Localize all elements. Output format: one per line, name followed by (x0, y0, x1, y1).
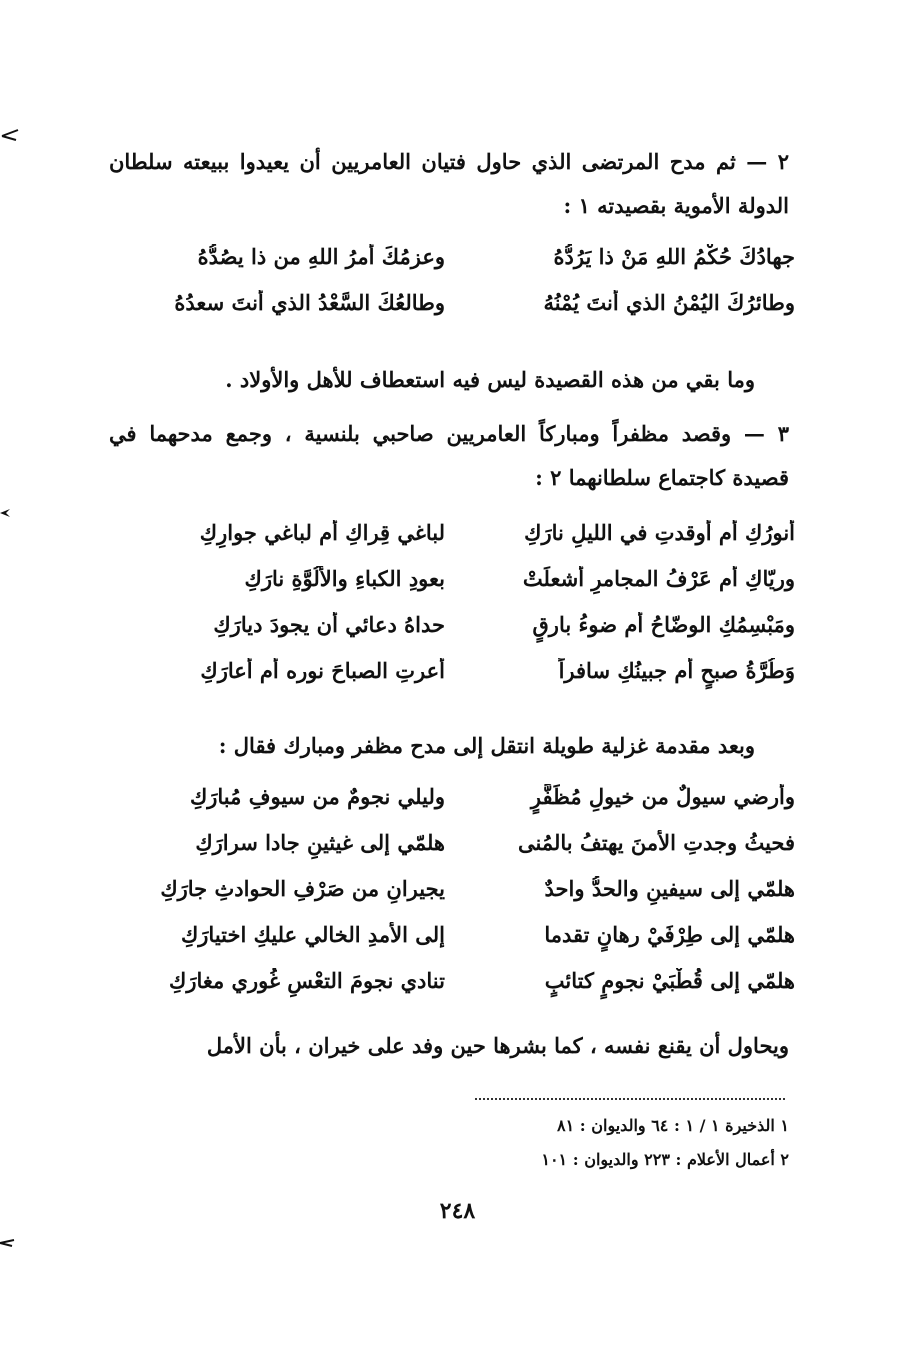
verse-second-hemistich: وعزمُكَ أمرُ اللهِ من ذا يصُدُّهُ (197, 244, 445, 269)
verse (115, 244, 795, 290)
poem-murtada (115, 244, 795, 336)
verse (115, 922, 795, 968)
verse-second-hemistich: يجيرانِ من صَرْفِ الحوادثِ جارَكِ (160, 876, 445, 901)
paragraph-closing: ويحاول أن يقنع نفسه ، كما بشرها حين وفد على خيران ، بأن الأمل (206, 1033, 789, 1058)
verse-second-hemistich: لباغي قِراكِ أم لباغي جوارِكِ (199, 520, 445, 545)
verse-first-hemistich: جهادُكَ حُكْمُ اللهِ مَنْ ذا يَرُدُّهُ (553, 244, 795, 269)
verse-first-hemistich: هلمّي إلى سيفينِ والحدُّ واحدٌ (544, 876, 795, 901)
footnote-divider (475, 1098, 785, 1100)
poem-ghazal (115, 520, 795, 704)
verse (115, 876, 795, 922)
verse-first-hemistich: وريّاكِ أم عَرْفُ المجامرِ أشعلَتْ (522, 566, 795, 591)
verse-second-hemistich: تنادي نجومَ التعْسِ غُوري مغارَكِ (169, 968, 445, 993)
footnote-1: ١ الذخيرة ١ / ١ : ٦٤ والديوان : ٨١ (557, 1116, 789, 1135)
verse-first-hemistich: هلمّي إلى طِرْفَيْ رهانٍ تقدما (544, 922, 795, 947)
paragraph-intro-murtada: ٢ — ثم مدح المرتضى الذي حاول فتيان العامريين أن يعيدوا ببيعته سلطان الدولة الأموية بقصيدته ١ : (109, 149, 789, 218)
verse (115, 612, 795, 658)
poem-praise (115, 784, 795, 1014)
paragraph-intro-muzaffar-mubarak: ٣ — وقصد مظفراً ومباركاً العامريين صاحبي بلنسية ، وجمع مدحهما في قصيدة كاجتماع سلطانهما ٢ : (109, 421, 789, 490)
verse (115, 784, 795, 830)
verse (115, 830, 795, 876)
verse-first-hemistich: وأرضي سيولٌ من خيولِ مُظَفَّرٍ (530, 784, 795, 809)
verse-first-hemistich: ومَبْسِمُكِ الوضّاحُ أم ضوءُ بارقٍ (532, 612, 795, 637)
verse-first-hemistich: وطائرُكَ اليُمْنُ الذي أنتَ يُمْنُهُ (543, 290, 795, 315)
verse-second-hemistich: أعرتِ الصباحَ نوره أم أعارَكِ (200, 658, 445, 683)
verse (115, 520, 795, 566)
verse-first-hemistich: هلمّي إلى قُطْبَيْ نجومٍ كتائبٍ (544, 968, 795, 993)
verse (115, 290, 795, 336)
verse-second-hemistich: بعودِ الكباءِ والأَلُوَّةِ نارَكِ (244, 566, 445, 591)
verse-second-hemistich: وطالعُكَ السَّعْدُ الذي أنتَ سعدُهُ (174, 290, 445, 315)
verse-second-hemistich: هلمّي إلى غيثينِ جادا سرارَكِ (195, 830, 445, 855)
verse-second-hemistich: إلى الأمدِ الخالي عليكِ اختيارَكِ (180, 922, 445, 947)
verse (115, 566, 795, 612)
verse (115, 968, 795, 1014)
verse-first-hemistich: وَطُرَّةُ صبحٍ أم جبينُكِ سافراً (558, 658, 795, 683)
margin-mark (0, 1236, 16, 1250)
verse-first-hemistich: فحيثُ وجدتِ الأمنَ يهتفُ بالمُنى (518, 830, 795, 855)
page-number: ٢٤٨ (439, 1198, 476, 1224)
footnote-2: ٢ أعمال الأعلام : ٢٢٣ والديوان : ١٠١ (541, 1150, 789, 1169)
verse-second-hemistich: وليلي نجومٌ من سيوفِ مُبارَكِ (189, 784, 445, 809)
paragraph-remaining: وما بقي من هذه القصيدة ليس فيه استعطاف للأهل والأولاد . (225, 367, 755, 392)
verse (115, 658, 795, 704)
verse-second-hemistich: حداهُ دعائي أن يجودَ ديارَكِ (213, 612, 445, 637)
margin-mark (0, 506, 12, 520)
margin-mark (0, 126, 24, 146)
verse-first-hemistich: أنورُكِ أم أوقدتِ في الليلِ نارَكِ (524, 520, 795, 545)
paragraph-transition: وبعد مقدمة غزلية طويلة انتقل إلى مدح مظفر ومبارك فقال : (218, 733, 755, 758)
